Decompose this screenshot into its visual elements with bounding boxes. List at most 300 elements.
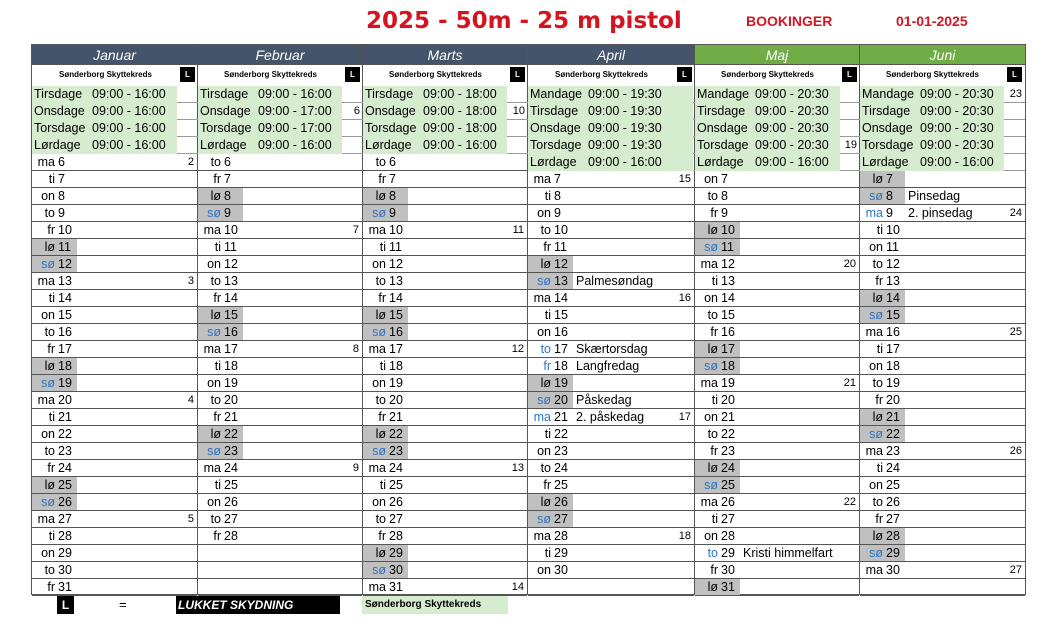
day-row[interactable] xyxy=(695,511,859,528)
day-row[interactable] xyxy=(528,562,694,579)
day-cell xyxy=(198,477,243,493)
day-row[interactable] xyxy=(528,392,694,409)
weekday-abbr: lø xyxy=(872,172,883,186)
day-row[interactable] xyxy=(198,222,362,239)
day-row[interactable] xyxy=(695,545,859,562)
weekday-abbr: ma xyxy=(533,291,551,305)
day-row[interactable] xyxy=(363,375,527,392)
day-row[interactable] xyxy=(363,273,527,290)
day-row[interactable] xyxy=(363,222,527,239)
day-cell xyxy=(363,239,408,255)
booking-row[interactable] xyxy=(528,120,693,137)
booking-row[interactable] xyxy=(32,103,177,120)
weekday-abbr: to xyxy=(707,427,718,441)
day-row[interactable] xyxy=(695,171,859,188)
day-row[interactable] xyxy=(198,188,362,205)
day-row[interactable] xyxy=(32,307,197,324)
day-row[interactable] xyxy=(860,494,1025,511)
day-row[interactable] xyxy=(198,409,362,426)
day-row[interactable] xyxy=(860,341,1025,358)
weekday-abbr: fr xyxy=(543,240,551,254)
day-cell xyxy=(860,426,905,442)
day-row[interactable] xyxy=(528,290,694,307)
day-row[interactable] xyxy=(198,375,362,392)
day-row[interactable] xyxy=(363,188,527,205)
booking-time: 09:00 - 16:00 xyxy=(92,87,166,101)
document-date: 01-01-2025 xyxy=(896,13,968,29)
day-number: 21 xyxy=(224,410,238,424)
day-number: 23 xyxy=(58,444,72,458)
day-row[interactable] xyxy=(198,392,362,409)
weekday-abbr: lø xyxy=(375,427,386,441)
day-row[interactable] xyxy=(32,273,197,290)
booking-row[interactable] xyxy=(695,103,840,120)
org-legend: Sønderborg Skyttekreds xyxy=(32,67,179,83)
weekday-abbr: to xyxy=(707,546,718,560)
day-row[interactable] xyxy=(32,239,197,256)
day-row[interactable] xyxy=(860,375,1025,392)
day-cell xyxy=(198,324,243,340)
weekday-abbr: lø xyxy=(707,223,718,237)
day-row[interactable] xyxy=(32,290,197,307)
booking-row[interactable] xyxy=(32,120,177,137)
legend-row xyxy=(363,65,527,85)
booking-row-filler xyxy=(840,154,860,171)
day-row[interactable] xyxy=(32,528,197,545)
weekday-abbr: ti xyxy=(711,274,718,288)
empty-row xyxy=(32,613,197,628)
day-row[interactable] xyxy=(860,256,1025,273)
day-row[interactable] xyxy=(32,256,197,273)
day-cell xyxy=(528,273,573,289)
day-number: 31 xyxy=(721,580,735,594)
day-row[interactable] xyxy=(363,290,527,307)
booking-row[interactable] xyxy=(363,86,507,103)
weekday-abbr: ti xyxy=(544,308,551,322)
booking-row[interactable] xyxy=(363,120,507,137)
booking-row[interactable] xyxy=(198,120,342,137)
day-row[interactable] xyxy=(363,477,527,494)
day-number: 17 xyxy=(721,342,735,356)
day-row[interactable] xyxy=(528,273,694,290)
day-row[interactable] xyxy=(695,562,859,579)
day-row[interactable] xyxy=(198,205,362,222)
day-cell xyxy=(363,154,408,170)
weekday-abbr: ma xyxy=(37,274,55,288)
day-number: 6 xyxy=(389,155,396,169)
booking-row[interactable] xyxy=(32,137,177,154)
day-row[interactable] xyxy=(528,460,694,477)
day-row[interactable] xyxy=(695,477,859,494)
booking-row-filler xyxy=(840,137,860,154)
day-cell xyxy=(695,256,740,272)
booking-row[interactable] xyxy=(528,137,693,154)
day-row[interactable] xyxy=(860,392,1025,409)
day-row[interactable] xyxy=(363,460,527,477)
booking-row[interactable] xyxy=(860,120,1004,137)
week-number: 11 xyxy=(512,224,524,236)
day-row[interactable] xyxy=(528,358,694,375)
booking-row-filler xyxy=(177,120,198,137)
weekday-abbr: lø xyxy=(540,257,551,271)
day-row[interactable] xyxy=(32,188,197,205)
booking-row[interactable] xyxy=(198,103,342,120)
month-header: Marts xyxy=(363,45,527,65)
weekday-abbr: lø xyxy=(210,189,221,203)
week-number: 18 xyxy=(678,530,691,542)
day-row[interactable] xyxy=(528,443,694,460)
day-row[interactable] xyxy=(695,528,859,545)
day-cell xyxy=(860,290,905,306)
weekday-abbr: sø xyxy=(372,325,386,339)
day-row[interactable] xyxy=(198,154,362,171)
day-number: 28 xyxy=(58,529,72,543)
day-row[interactable] xyxy=(363,324,527,341)
day-cell xyxy=(363,273,408,289)
org-legend: Sønderborg Skyttekreds xyxy=(363,67,508,83)
org-legend: Sønderborg Skyttekreds xyxy=(528,67,675,83)
weekday-abbr: to xyxy=(872,376,883,390)
day-cell xyxy=(363,290,408,306)
day-cell xyxy=(198,307,243,323)
weekday-abbr: ma xyxy=(37,155,55,169)
day-row[interactable] xyxy=(198,426,362,443)
day-row[interactable] xyxy=(363,545,527,562)
day-cell xyxy=(860,256,905,272)
day-row[interactable] xyxy=(32,409,197,426)
booking-row[interactable] xyxy=(860,86,1004,103)
day-row[interactable] xyxy=(32,154,197,171)
booking-day: Mandage xyxy=(697,87,750,101)
week-number: 22 xyxy=(843,496,856,508)
weekday-abbr: ti xyxy=(876,461,883,475)
day-row[interactable] xyxy=(528,409,694,426)
day-cell xyxy=(32,460,77,476)
day-number: 20 xyxy=(886,393,900,407)
day-row[interactable] xyxy=(528,341,694,358)
day-row[interactable] xyxy=(198,324,362,341)
day-row[interactable] xyxy=(528,256,694,273)
day-row[interactable] xyxy=(528,375,694,392)
booking-time: 09:00 - 16:00 xyxy=(92,104,166,118)
day-row[interactable] xyxy=(528,307,694,324)
weekday-abbr: on xyxy=(704,291,718,305)
day-cell xyxy=(695,188,740,204)
booking-time: 09:00 - 16:00 xyxy=(258,87,332,101)
day-row[interactable] xyxy=(32,443,197,460)
day-number: 29 xyxy=(554,546,568,560)
day-row[interactable] xyxy=(363,409,527,426)
day-row[interactable] xyxy=(528,426,694,443)
day-cell xyxy=(528,494,573,510)
day-row[interactable] xyxy=(198,460,362,477)
day-row[interactable] xyxy=(528,494,694,511)
day-row[interactable] xyxy=(528,545,694,562)
day-row[interactable] xyxy=(528,222,694,239)
day-number: 18 xyxy=(389,359,403,373)
day-row[interactable] xyxy=(695,205,859,222)
day-row[interactable] xyxy=(695,579,859,596)
day-row[interactable] xyxy=(528,528,694,545)
booking-row-filler xyxy=(177,137,198,154)
day-row[interactable] xyxy=(363,154,527,171)
booking-row[interactable] xyxy=(860,154,1004,171)
legend-row xyxy=(528,65,694,85)
day-row[interactable] xyxy=(363,358,527,375)
weekday-abbr: ma xyxy=(700,376,718,390)
booking-day: Torsdage xyxy=(530,138,582,152)
booking-row[interactable] xyxy=(363,137,507,154)
day-cell xyxy=(32,205,77,221)
booking-row[interactable] xyxy=(695,154,840,171)
day-row[interactable] xyxy=(695,324,859,341)
day-row[interactable] xyxy=(198,307,362,324)
day-row[interactable] xyxy=(32,171,197,188)
day-row[interactable] xyxy=(695,256,859,273)
day-cell xyxy=(860,375,905,391)
day-row[interactable] xyxy=(860,545,1025,562)
day-row[interactable] xyxy=(363,494,527,511)
day-row[interactable] xyxy=(528,205,694,222)
day-row[interactable] xyxy=(860,426,1025,443)
day-row[interactable] xyxy=(363,171,527,188)
booking-row[interactable] xyxy=(198,86,342,103)
day-row[interactable] xyxy=(198,528,362,545)
day-row[interactable] xyxy=(695,222,859,239)
day-number: 10 xyxy=(58,223,72,237)
day-number: 19 xyxy=(886,376,900,390)
day-row[interactable] xyxy=(198,239,362,256)
day-row[interactable] xyxy=(860,171,1025,188)
day-row[interactable] xyxy=(32,477,197,494)
day-row[interactable] xyxy=(198,341,362,358)
weekday-abbr: lø xyxy=(44,240,55,254)
day-row[interactable] xyxy=(695,358,859,375)
day-row[interactable] xyxy=(528,239,694,256)
booking-time: 09:00 - 19:30 xyxy=(588,104,662,118)
booking-row[interactable] xyxy=(32,86,177,103)
day-row[interactable] xyxy=(363,307,527,324)
booking-row-filler xyxy=(342,86,363,103)
day-row[interactable] xyxy=(860,239,1025,256)
weekday-abbr: sø xyxy=(537,393,551,407)
day-row[interactable] xyxy=(860,358,1025,375)
booking-row[interactable] xyxy=(528,86,693,103)
day-row[interactable] xyxy=(860,511,1025,528)
day-cell xyxy=(860,205,905,221)
weekday-abbr: fr xyxy=(378,291,386,305)
day-row[interactable] xyxy=(695,239,859,256)
day-number: 14 xyxy=(389,291,403,305)
day-row[interactable] xyxy=(528,188,694,205)
day-cell xyxy=(528,477,573,493)
day-row[interactable] xyxy=(32,375,197,392)
booking-row[interactable] xyxy=(695,137,840,154)
day-row[interactable] xyxy=(528,171,694,188)
day-cell xyxy=(363,324,408,340)
weekday-abbr: sø xyxy=(41,495,55,509)
day-row[interactable] xyxy=(695,188,859,205)
day-cell xyxy=(32,171,77,187)
day-row[interactable] xyxy=(528,477,694,494)
booking-time: 09:00 - 19:30 xyxy=(588,138,662,152)
day-row[interactable] xyxy=(32,426,197,443)
booking-row[interactable] xyxy=(860,137,1004,154)
day-cell xyxy=(695,579,740,595)
day-row[interactable] xyxy=(198,290,362,307)
weekday-abbr: ti xyxy=(544,546,551,560)
day-row[interactable] xyxy=(695,443,859,460)
booking-row-filler xyxy=(342,137,363,154)
day-row[interactable] xyxy=(198,171,362,188)
day-row[interactable] xyxy=(198,273,362,290)
month-header: Juni xyxy=(860,45,1025,65)
weekday-abbr: fr xyxy=(875,393,883,407)
week-number: 26 xyxy=(1009,445,1022,457)
day-row[interactable] xyxy=(860,460,1025,477)
day-row[interactable] xyxy=(695,375,859,392)
booking-row-filler xyxy=(840,103,860,120)
day-row[interactable] xyxy=(32,545,197,562)
day-row[interactable] xyxy=(198,256,362,273)
day-cell xyxy=(528,324,573,340)
day-number: 8 xyxy=(721,189,728,203)
day-cell xyxy=(528,239,573,255)
weekday-abbr: fr xyxy=(378,410,386,424)
day-row[interactable] xyxy=(363,426,527,443)
booking-row[interactable] xyxy=(695,86,840,103)
day-row[interactable] xyxy=(860,222,1025,239)
day-number: 30 xyxy=(58,563,72,577)
day-cell xyxy=(695,222,740,238)
day-row[interactable] xyxy=(32,494,197,511)
week-number: 17 xyxy=(678,411,691,423)
day-row[interactable] xyxy=(860,273,1025,290)
week-number: 20 xyxy=(843,258,856,270)
day-number: 7 xyxy=(389,172,396,186)
day-row[interactable] xyxy=(695,307,859,324)
weekday-abbr: to xyxy=(707,308,718,322)
day-row[interactable] xyxy=(695,426,859,443)
day-number: 27 xyxy=(554,512,568,526)
day-row[interactable] xyxy=(860,443,1025,460)
day-row[interactable] xyxy=(198,358,362,375)
booking-row[interactable] xyxy=(860,103,1004,120)
day-row[interactable] xyxy=(32,341,197,358)
day-row[interactable] xyxy=(32,579,197,596)
booking-row[interactable] xyxy=(695,120,840,137)
booking-row[interactable] xyxy=(528,103,693,120)
day-cell xyxy=(198,426,243,442)
day-row[interactable] xyxy=(695,392,859,409)
day-cell xyxy=(363,511,408,527)
weekday-abbr: fr xyxy=(543,478,551,492)
day-cell xyxy=(198,392,243,408)
day-row[interactable] xyxy=(860,562,1025,579)
day-row[interactable] xyxy=(695,341,859,358)
day-number: 22 xyxy=(224,427,238,441)
day-row[interactable] xyxy=(860,409,1025,426)
day-row[interactable] xyxy=(198,494,362,511)
day-row[interactable] xyxy=(860,307,1025,324)
day-row[interactable] xyxy=(860,528,1025,545)
day-row[interactable] xyxy=(198,511,362,528)
weekday-abbr: fr xyxy=(213,291,221,305)
day-row[interactable] xyxy=(363,443,527,460)
weekday-abbr: ma xyxy=(865,206,883,220)
day-row[interactable] xyxy=(32,222,197,239)
day-row[interactable] xyxy=(32,392,197,409)
booking-row-filler xyxy=(1004,154,1025,171)
day-row[interactable] xyxy=(695,290,859,307)
day-row[interactable] xyxy=(32,324,197,341)
day-row[interactable] xyxy=(695,494,859,511)
day-row[interactable] xyxy=(695,273,859,290)
weekday-abbr: fr xyxy=(875,512,883,526)
day-cell xyxy=(363,579,408,595)
day-row[interactable] xyxy=(860,290,1025,307)
day-number: 7 xyxy=(554,172,561,186)
day-cell xyxy=(363,188,408,204)
day-row[interactable] xyxy=(860,477,1025,494)
day-row[interactable] xyxy=(363,239,527,256)
day-row[interactable] xyxy=(363,562,527,579)
weekday-abbr: fr xyxy=(47,461,55,475)
month-header: April xyxy=(528,45,694,65)
weekday-abbr: sø xyxy=(372,206,386,220)
day-row[interactable] xyxy=(528,324,694,341)
day-row[interactable] xyxy=(363,256,527,273)
booking-time: 09:00 - 20:30 xyxy=(755,138,829,152)
day-row[interactable] xyxy=(363,341,527,358)
day-row[interactable] xyxy=(32,562,197,579)
day-row[interactable] xyxy=(363,579,527,596)
day-number: 13 xyxy=(554,274,568,288)
weekday-abbr: ma xyxy=(865,563,883,577)
weekday-abbr: ma xyxy=(37,512,55,526)
day-number: 7 xyxy=(721,172,728,186)
weekday-abbr: ti xyxy=(876,342,883,356)
booking-time: 09:00 - 16:00 xyxy=(588,155,662,169)
booking-day: Tirsdage xyxy=(365,87,414,101)
day-row[interactable] xyxy=(860,188,1025,205)
day-row[interactable] xyxy=(695,460,859,477)
day-row[interactable] xyxy=(860,324,1025,341)
booking-row[interactable] xyxy=(528,154,693,171)
day-row[interactable] xyxy=(363,511,527,528)
day-row[interactable] xyxy=(32,460,197,477)
weekday-abbr: sø xyxy=(41,257,55,271)
day-row[interactable] xyxy=(363,528,527,545)
day-cell xyxy=(363,477,408,493)
day-row[interactable] xyxy=(32,358,197,375)
day-number: 17 xyxy=(389,342,403,356)
booking-row-filler xyxy=(342,120,363,137)
day-row[interactable] xyxy=(363,205,527,222)
day-row[interactable] xyxy=(860,205,1025,222)
weekday-abbr: on xyxy=(372,257,386,271)
day-row[interactable] xyxy=(528,511,694,528)
day-row[interactable] xyxy=(32,205,197,222)
day-row[interactable] xyxy=(363,392,527,409)
day-row[interactable] xyxy=(695,409,859,426)
booking-row[interactable] xyxy=(198,137,342,154)
booking-row[interactable] xyxy=(363,103,507,120)
day-row[interactable] xyxy=(198,443,362,460)
day-row[interactable] xyxy=(32,511,197,528)
day-row[interactable] xyxy=(198,477,362,494)
day-cell xyxy=(32,256,77,272)
